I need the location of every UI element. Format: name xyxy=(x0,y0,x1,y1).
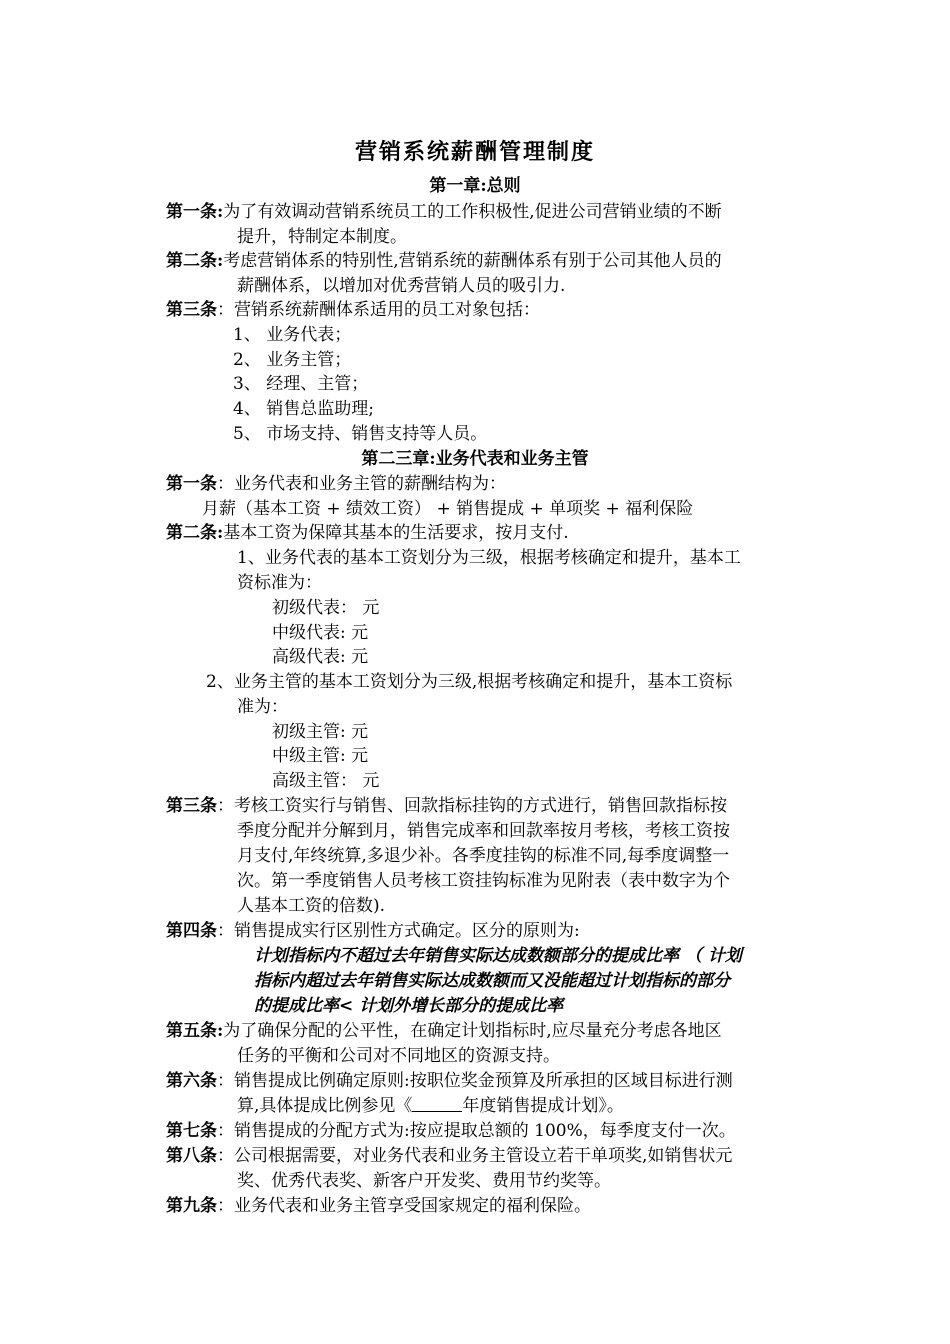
article-text: 年度销售提成计划》。 xyxy=(462,1096,624,1116)
article-label: 第五条: xyxy=(166,1021,224,1041)
sup-level: 中级主管: 元 xyxy=(272,746,369,766)
ch1-article-1-cont: 提升，特制定本制度。 xyxy=(237,227,407,247)
list-item: 3、 经理、主管； xyxy=(233,374,369,394)
article-label: 第九条 xyxy=(166,1196,217,1216)
ch2-article-1 xyxy=(166,472,506,497)
list-item: 4、 销售总监助理; xyxy=(233,399,374,419)
document-title: 营销系统薪酬管理制度 xyxy=(354,139,595,165)
ch2-article-5 xyxy=(166,1019,722,1044)
article-label: 第七条 xyxy=(166,1121,217,1141)
rep-salary-section: 1、业务代表的基本工资划分为三级，根据考核确定和提升，基本工 xyxy=(237,548,741,568)
ch2-article-3 xyxy=(166,794,727,819)
ch2-article-8 xyxy=(166,1144,732,1169)
list-item: 1、 业务代表； xyxy=(233,325,352,345)
article-text: 算,具体提成比例参见《 xyxy=(237,1096,413,1116)
ch2-article-7 xyxy=(166,1119,736,1144)
list-item: 5、 市场支持、销售支持等人员。 xyxy=(233,424,488,444)
article-text: ：营销系统薪酬体系适用的员工对象包括： xyxy=(217,300,540,320)
article-text: 基本工资为保障其基本的生活要求，按月支付. xyxy=(223,523,569,543)
article-text-cont xyxy=(237,1094,624,1119)
year-blank xyxy=(412,1096,462,1112)
article-label: 第六条 xyxy=(166,1071,217,1091)
article-text-cont: 人基本工资的倍数). xyxy=(237,896,386,916)
article-text-cont: 季度分配并分解到月，销售完成率和回款率按月考核，考核工资按 xyxy=(237,821,730,841)
article-text: 考虑营销体系的特别性,营销系统的薪酬体系有别于公司其他人员的 xyxy=(223,251,722,271)
article-text: 为了确保分配的公平性，在确定计划指标时,应尽量充分考虑各地区 xyxy=(223,1021,722,1041)
article-text-cont: 月支付,年终统算,多退少补。各季度挂钩的标准不同,每季度调整一 xyxy=(237,846,730,866)
article-label: 第二条: xyxy=(166,523,224,543)
article-text-cont: 次。第一季度销售人员考核工资挂钩标准为见附表（表中数字为个 xyxy=(237,871,730,891)
sup-salary-section: 2、业务主管的基本工资划分为三级,根据考核确定和提升，基本工资标 xyxy=(206,672,733,692)
ch2-article-2 xyxy=(166,521,569,546)
chapter-1-heading: 第一章:总则 xyxy=(429,176,521,196)
article-label: 第四条 xyxy=(166,921,217,941)
article-label: 第二条: xyxy=(166,251,224,271)
commission-principle-cont: 指标内超过去年销售实际达成数额而又没能超过计划指标的部分 xyxy=(254,971,730,991)
article-text: 为了有效调动营销系统员工的工作积极性,促进公司营销业绩的不断 xyxy=(223,202,722,222)
article-text: ：业务代表和业务主管享受国家规定的福利保险。 xyxy=(217,1196,591,1216)
ch1-article-3 xyxy=(166,298,540,323)
sup-salary-section-cont: 准为： xyxy=(237,697,288,717)
article-text: ：业务代表和业务主管的薪酬结构为： xyxy=(217,474,506,494)
rep-level: 高级代表: 元 xyxy=(272,647,369,667)
salary-formula: 月薪（基本工资 + 绩效工资） + 销售提成 + 单项奖 + 福利保险 xyxy=(202,499,694,519)
ch2-article-9 xyxy=(166,1194,591,1219)
list-item: 2、 业务主管； xyxy=(233,350,352,370)
chapter-2-heading: 第二三章:业务代表和业务主管 xyxy=(361,449,589,469)
ch2-article-6 xyxy=(166,1069,733,1094)
sup-level: 初级主管: 元 xyxy=(272,722,369,742)
commission-principle: 计划指标内不超过去年销售实际达成数额部分的提成比率 （ 计划 xyxy=(254,946,742,966)
ch1-article-2-cont: 薪酬体系，以增加对优秀营销人员的吸引力. xyxy=(237,276,566,296)
article-text: ：销售提成实行区别性方式确定。区分的原则为: xyxy=(217,921,580,941)
article-label: 第三条 xyxy=(166,796,217,816)
ch2-article-4 xyxy=(166,919,580,944)
article-label: 第一条: xyxy=(166,202,224,222)
rep-level: 中级代表: 元 xyxy=(272,623,369,643)
article-text: ：销售提成比例确定原则:按职位奖金预算及所承担的区域目标进行测 xyxy=(217,1071,733,1091)
article-text: ：公司根据需要，对业务代表和业务主管设立若干单项奖,如销售状元 xyxy=(217,1146,733,1166)
article-text: ：销售提成的分配方式为:按应提取总额的 100%，每季度支付一次。 xyxy=(217,1121,736,1141)
article-label: 第三条 xyxy=(166,300,217,320)
article-label: 第八条 xyxy=(166,1146,217,1166)
article-text-cont: 任务的平衡和公司对不同地区的资源支持。 xyxy=(237,1046,560,1066)
rep-level: 初级代表： 元 xyxy=(272,598,380,618)
ch1-article-1 xyxy=(166,200,722,225)
rep-salary-section-cont: 资标准为： xyxy=(237,573,322,593)
commission-principle-cont: 的提成比率< 计划外增长部分的提成比率 xyxy=(254,996,564,1016)
ch1-article-2 xyxy=(166,249,722,274)
article-text: ：考核工资实行与销售、回款指标挂钩的方式进行，销售回款指标按 xyxy=(217,796,727,816)
sup-level: 高级主管： 元 xyxy=(272,771,380,791)
article-text-cont: 奖、优秀代表奖、新客户开发奖、费用节约奖等。 xyxy=(237,1171,611,1191)
article-label: 第一条 xyxy=(166,474,217,494)
